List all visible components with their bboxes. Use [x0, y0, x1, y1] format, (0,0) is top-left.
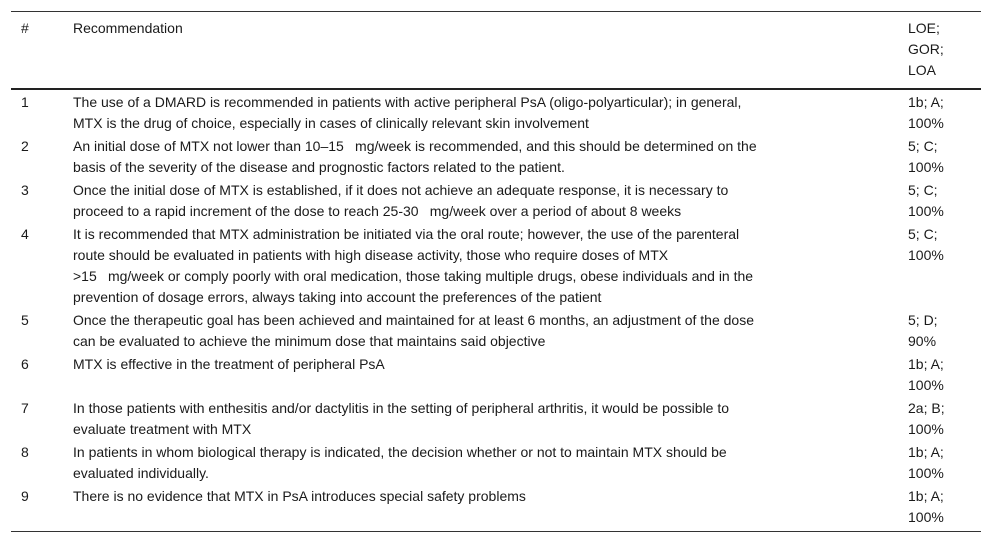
header-recommendation: Recommendation — [73, 12, 908, 90]
row-recommendation: It is recommended that MTX administration be initiated via the oral route; however, the use of the parenteral route should be evaluated in patients with high disease activity, those who require doses of MTX >15 mg/week or comply poorly with oral medication, those taking multiple drugs, obese individuals and in the prevention of dosage errors, always taking into account the preferences of the patient — [73, 226, 754, 305]
row-number: 7 — [21, 400, 29, 416]
table-body — [11, 89, 981, 532]
table-row — [11, 309, 981, 353]
header-loe-gor-loa: LOE; GOR; LOA — [908, 12, 981, 90]
table-row — [11, 135, 981, 179]
row-number: 5 — [21, 312, 29, 328]
recommendations-table — [11, 11, 981, 532]
row-recommendation: There is no evidence that MTX in PsA introduces special safety problems — [73, 488, 526, 504]
row-loe: 5; C; 100% — [908, 226, 944, 263]
table-row — [11, 353, 981, 397]
row-number: 9 — [21, 488, 29, 504]
row-loe: 1b; A; 100% — [908, 356, 944, 393]
row-number: 3 — [21, 182, 29, 198]
row-recommendation: In patients in whom biological therapy is indicated, the decision whether or not to maintain MTX should be evaluated individually. — [73, 444, 727, 481]
row-number: 8 — [21, 444, 29, 460]
table-row — [11, 441, 981, 485]
row-number: 2 — [21, 138, 29, 154]
row-number: 6 — [21, 356, 29, 372]
row-recommendation: MTX is effective in the treatment of peripheral PsA — [73, 356, 385, 372]
row-number: 1 — [21, 94, 29, 110]
table-row — [11, 397, 981, 441]
table-header — [11, 12, 981, 90]
header-number: # — [11, 12, 73, 90]
row-loe: 2a; B; 100% — [908, 400, 945, 437]
row-recommendation: An initial dose of MTX not lower than 10–15 mg/week is recommended, and this should be determined on the basis of the severity of the disease and prognostic factors related to the patient. — [73, 138, 757, 175]
row-number: 4 — [21, 226, 29, 242]
row-loe: 5; C; 100% — [908, 182, 944, 219]
row-recommendation: Once the initial dose of MTX is established, if it does not achieve an adequate response, it is necessary to proceed to a rapid increment of the dose to reach 25-30 mg/week over a period of about 8 weeks — [73, 182, 729, 219]
row-loe: 1b; A; 100% — [908, 94, 944, 131]
row-recommendation: Once the therapeutic goal has been achieved and maintained for at least 6 months, an adjustment of the dose can be evaluated to achieve the minimum dose that maintains said objective — [73, 312, 755, 349]
row-loe: 5; D; 90% — [908, 312, 938, 349]
table-row — [11, 89, 981, 135]
table-row — [11, 485, 981, 532]
row-recommendation: The use of a DMARD is recommended in patients with active peripheral PsA (oligo-polyarticular); in general, MTX is the drug of choice, especially in cases of clinically relevant skin involvement — [73, 94, 742, 131]
row-loe: 1b; A; 100% — [908, 444, 944, 481]
row-loe: 5; C; 100% — [908, 138, 944, 175]
table-row — [11, 223, 981, 309]
row-recommendation: In those patients with enthesitis and/or dactylitis in the setting of peripheral arthritis, it would be possible to evaluate treatment with MTX — [73, 400, 730, 437]
row-loe: 1b; A; 100% — [908, 488, 944, 525]
table-row — [11, 179, 981, 223]
header-row — [11, 12, 981, 90]
